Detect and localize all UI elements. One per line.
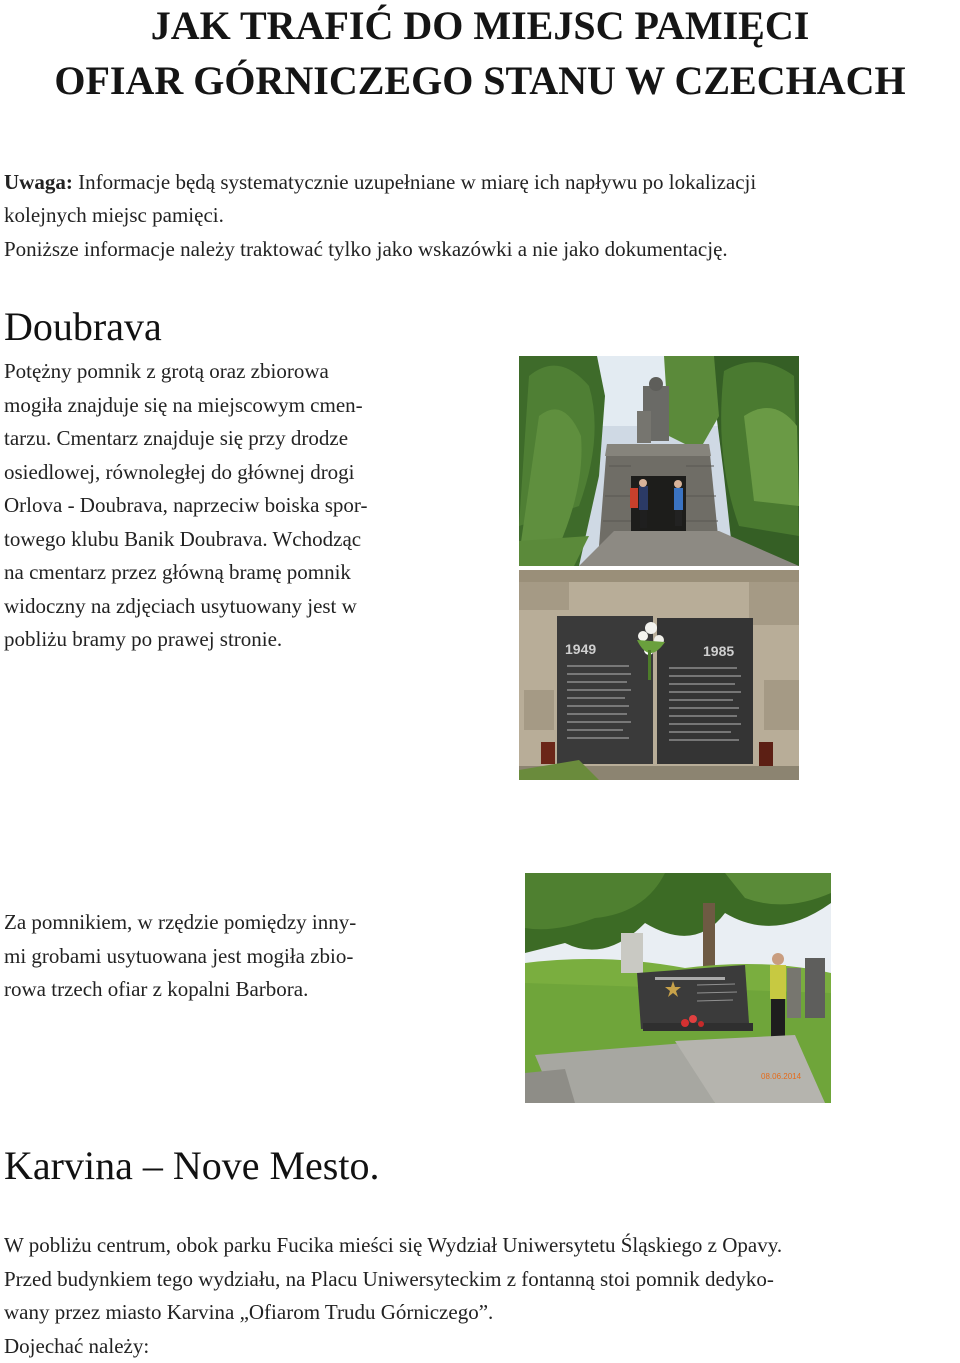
plaque-year-right: 1985 <box>703 643 734 659</box>
notice-line-2: kolejnych miejsc pamięci. <box>4 199 224 233</box>
photo-date-stamp: 08.06.2014 <box>761 1072 802 1081</box>
paragraph-line: widoczny na zdjęciach usytuowany jest w <box>4 590 464 624</box>
paragraph-line: na cmentarz przez główną bramę pomnik <box>4 556 464 590</box>
paragraph-line: wany przez miasto Karvina „Ofiarom Trudu Górniczego”. <box>4 1296 958 1330</box>
plaques-photo <box>519 570 799 780</box>
monument-photo <box>519 356 799 566</box>
section-heading-doubrava: Doubrava <box>4 307 162 347</box>
paragraph-line: Dojechać należy: <box>4 1330 958 1363</box>
grave-paragraph <box>4 906 454 1007</box>
paragraph-line: tarzu. Cmentarz znajduje się przy drodze <box>4 422 464 456</box>
paragraph-line: mi grobami usytuowana jest mogiła zbio- <box>4 940 454 974</box>
paragraph-line: Potężny pomnik z grotą oraz zbiorowa <box>4 355 464 389</box>
notice-label: Uwaga: <box>4 170 73 194</box>
section-heading-karvina: Karvina – Nove Mesto. <box>4 1146 379 1186</box>
page-title-line-2: OFIAR GÓRNICZEGO STANU W CZECHACH <box>0 61 960 101</box>
karvina-paragraph <box>4 1229 958 1363</box>
notice-line-3: Poniższe informacje należy traktować tylko jako wskazówki a nie jako dokumentację. <box>4 233 728 267</box>
paragraph-line: osiedlowej, równoległej do głównej drogi <box>4 456 464 490</box>
paragraph-line: rowa trzech ofiar z kopalni Barbora. <box>4 973 454 1007</box>
paragraph-line: mogiła znajduje się na miejscowym cmen- <box>4 389 464 423</box>
page-title-line-1: JAK TRAFIĆ DO MIEJSC PAMIĘCI <box>0 6 960 46</box>
notice-line-1 <box>4 166 958 200</box>
paragraph-line: Przed budynkiem tego wydziału, na Placu Uniwersyteckim z fontanną stoi pomnik dedyko- <box>4 1263 958 1297</box>
paragraph-line: pobliżu bramy po prawej stronie. <box>4 623 464 657</box>
paragraph-line: Orlova - Doubrava, naprzeciw boiska spor- <box>4 489 464 523</box>
doubrava-paragraph <box>4 355 464 657</box>
paragraph-line: Za pomnikiem, w rzędzie pomiędzy inny- <box>4 906 454 940</box>
notice-text: Informacje będą systematycznie uzupełniane w miarę ich napływu po lokalizacji <box>78 170 756 194</box>
paragraph-line: W pobliżu centrum, obok parku Fucika mieści się Wydział Uniwersytetu Śląskiego z Opavy. <box>4 1229 958 1263</box>
grave-photo <box>525 873 831 1103</box>
plaque-year-left: 1949 <box>565 641 596 657</box>
paragraph-line: towego klubu Banik Doubrava. Wchodząc <box>4 523 464 557</box>
